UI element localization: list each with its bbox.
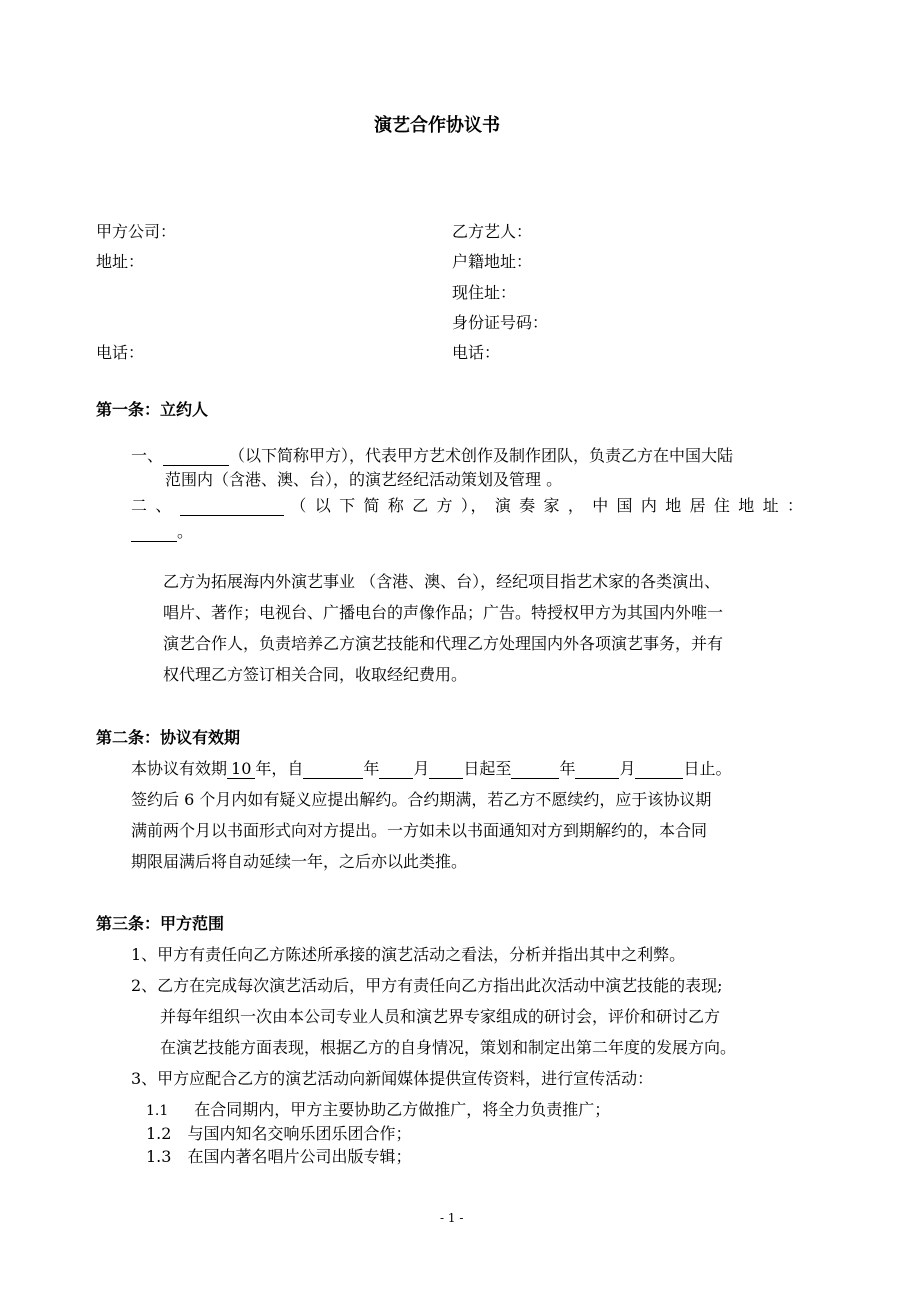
art1-clause-1-line-2: 范围内（含港、澳、台），的演艺经纪活动策划及管理 。 [165, 470, 563, 489]
art1-paragraph-line: 演艺合作人，负责培养乙方演艺技能和代理乙方处理国内外各项演艺事务，并有 [163, 634, 724, 653]
art3-subitem-2 [146, 1124, 411, 1144]
blank-line [429, 760, 463, 779]
article-2-heading: 第二条：协议有效期 [96, 728, 241, 747]
subitem-number: 1.3 [146, 1147, 172, 1166]
art1-clause-2-line-2 [131, 522, 193, 542]
clause-2-text: （ 以 下 简 称 乙 方 ）， 演 奏 家 ， 中 国 内 地 居 住 地 址 ： [290, 496, 803, 515]
clause-1-prefix: 一、 [131, 446, 164, 465]
clause-1-text: （以下简称甲方），代表甲方艺术创作及制作团队，负责乙方在中国大陆 [229, 446, 734, 465]
art3-item-2-line-3: 在演艺技能方面表现，根据乙方的自身情况，策划和制定出第二年度的发展方向。 [160, 1038, 737, 1057]
address-label: 地址： [96, 252, 145, 271]
blank-line [163, 447, 229, 466]
term-text: 本协议有效期 [131, 759, 228, 778]
article-1-heading: 第一条：立约人 [96, 400, 209, 419]
art3-subitem-3 [146, 1147, 411, 1167]
art2-line: 签约后 6 个月内如有疑义应提出解约。合约期满，若乙方不愿续约，应于该协议期 [131, 790, 712, 809]
blank-line [180, 497, 284, 516]
art1-paragraph-line: 乙方为拓展海内外演艺事业 （含港、澳、台），经纪项目指艺术家的各类演出、 [163, 572, 721, 591]
term-text: 日止。 [683, 759, 732, 778]
id-number-label: 身份证号码： [452, 313, 549, 332]
phone-b-label: 电话： [452, 343, 501, 362]
art3-item-3: 3、甲方应配合乙方的演艺活动向新闻媒体提供宣传资料，进行宣传活动： [131, 1069, 654, 1088]
art2-line: 期限届满后将自动延续一年，之后亦以此类推。 [131, 852, 468, 871]
art3-subitem-1 [146, 1100, 610, 1121]
term-years-value: 10 [227, 760, 255, 779]
blank-line [131, 523, 177, 542]
art3-item-1: 1、甲方有责任向乙方陈述所承接的演艺活动之看法，分析并指出其中之利弊。 [131, 945, 686, 964]
term-text: 月 [619, 759, 636, 778]
art1-clause-2-line-1 [131, 496, 803, 516]
clause-2-prefix: 二 、 [131, 496, 173, 515]
subitem-text: 与国内知名交响乐团乐团合作； [187, 1124, 412, 1143]
art2-line: 满前两个月以书面形式向对方提出。一方如未以书面通知对方到期解约的，本合同 [131, 821, 708, 840]
subitem-number: 1.1 [146, 1103, 169, 1119]
clause-2-end: 。 [177, 522, 194, 541]
art1-paragraph-line: 唱片、著作；电视台、广播电台的声像作品；广告。特授权甲方为其国内外唯一 [163, 603, 724, 622]
party-b-artist-label: 乙方艺人： [452, 222, 533, 241]
subitem-number: 1.2 [146, 1124, 172, 1143]
blank-line [635, 760, 683, 779]
page-number: - 1 - [440, 1211, 464, 1225]
document-title: 演艺合作协议书 [374, 115, 500, 136]
blank-line [303, 760, 363, 779]
art3-item-2-line-2: 并每年组织一次由本公司专业人员和演艺界专家组成的研讨会，评价和研讨乙方 [160, 1007, 721, 1026]
article-3-heading: 第三条：甲方范围 [96, 914, 225, 933]
blank-line [575, 760, 619, 779]
art2-term-line [131, 759, 731, 779]
phone-a-label: 电话： [96, 343, 145, 362]
art3-item-2-line-1: 2、乙方在完成每次演艺活动后，甲方有责任向乙方指出此次活动中演艺技能的表现; [131, 976, 723, 995]
term-text: 年 [559, 759, 576, 778]
art1-clause-1-line-1 [131, 446, 733, 466]
art1-paragraph-line: 权代理乙方签订相关合同，收取经纪费用。 [163, 665, 468, 684]
term-text: 月 [413, 759, 430, 778]
subitem-text: 在合同期内，甲方主要协助乙方做推广，将全力负责推广； [194, 1100, 611, 1119]
term-text: 年 [363, 759, 380, 778]
term-text: 日起至 [463, 759, 512, 778]
subitem-text: 在国内著名唱片公司出版专辑； [187, 1147, 412, 1166]
party-a-company-label: 甲方公司： [96, 222, 177, 241]
current-address-label: 现住址： [452, 283, 517, 302]
household-address-label: 户籍地址： [452, 252, 533, 271]
term-text: 年，自 [255, 759, 304, 778]
blank-line [379, 760, 413, 779]
blank-line [511, 760, 559, 779]
